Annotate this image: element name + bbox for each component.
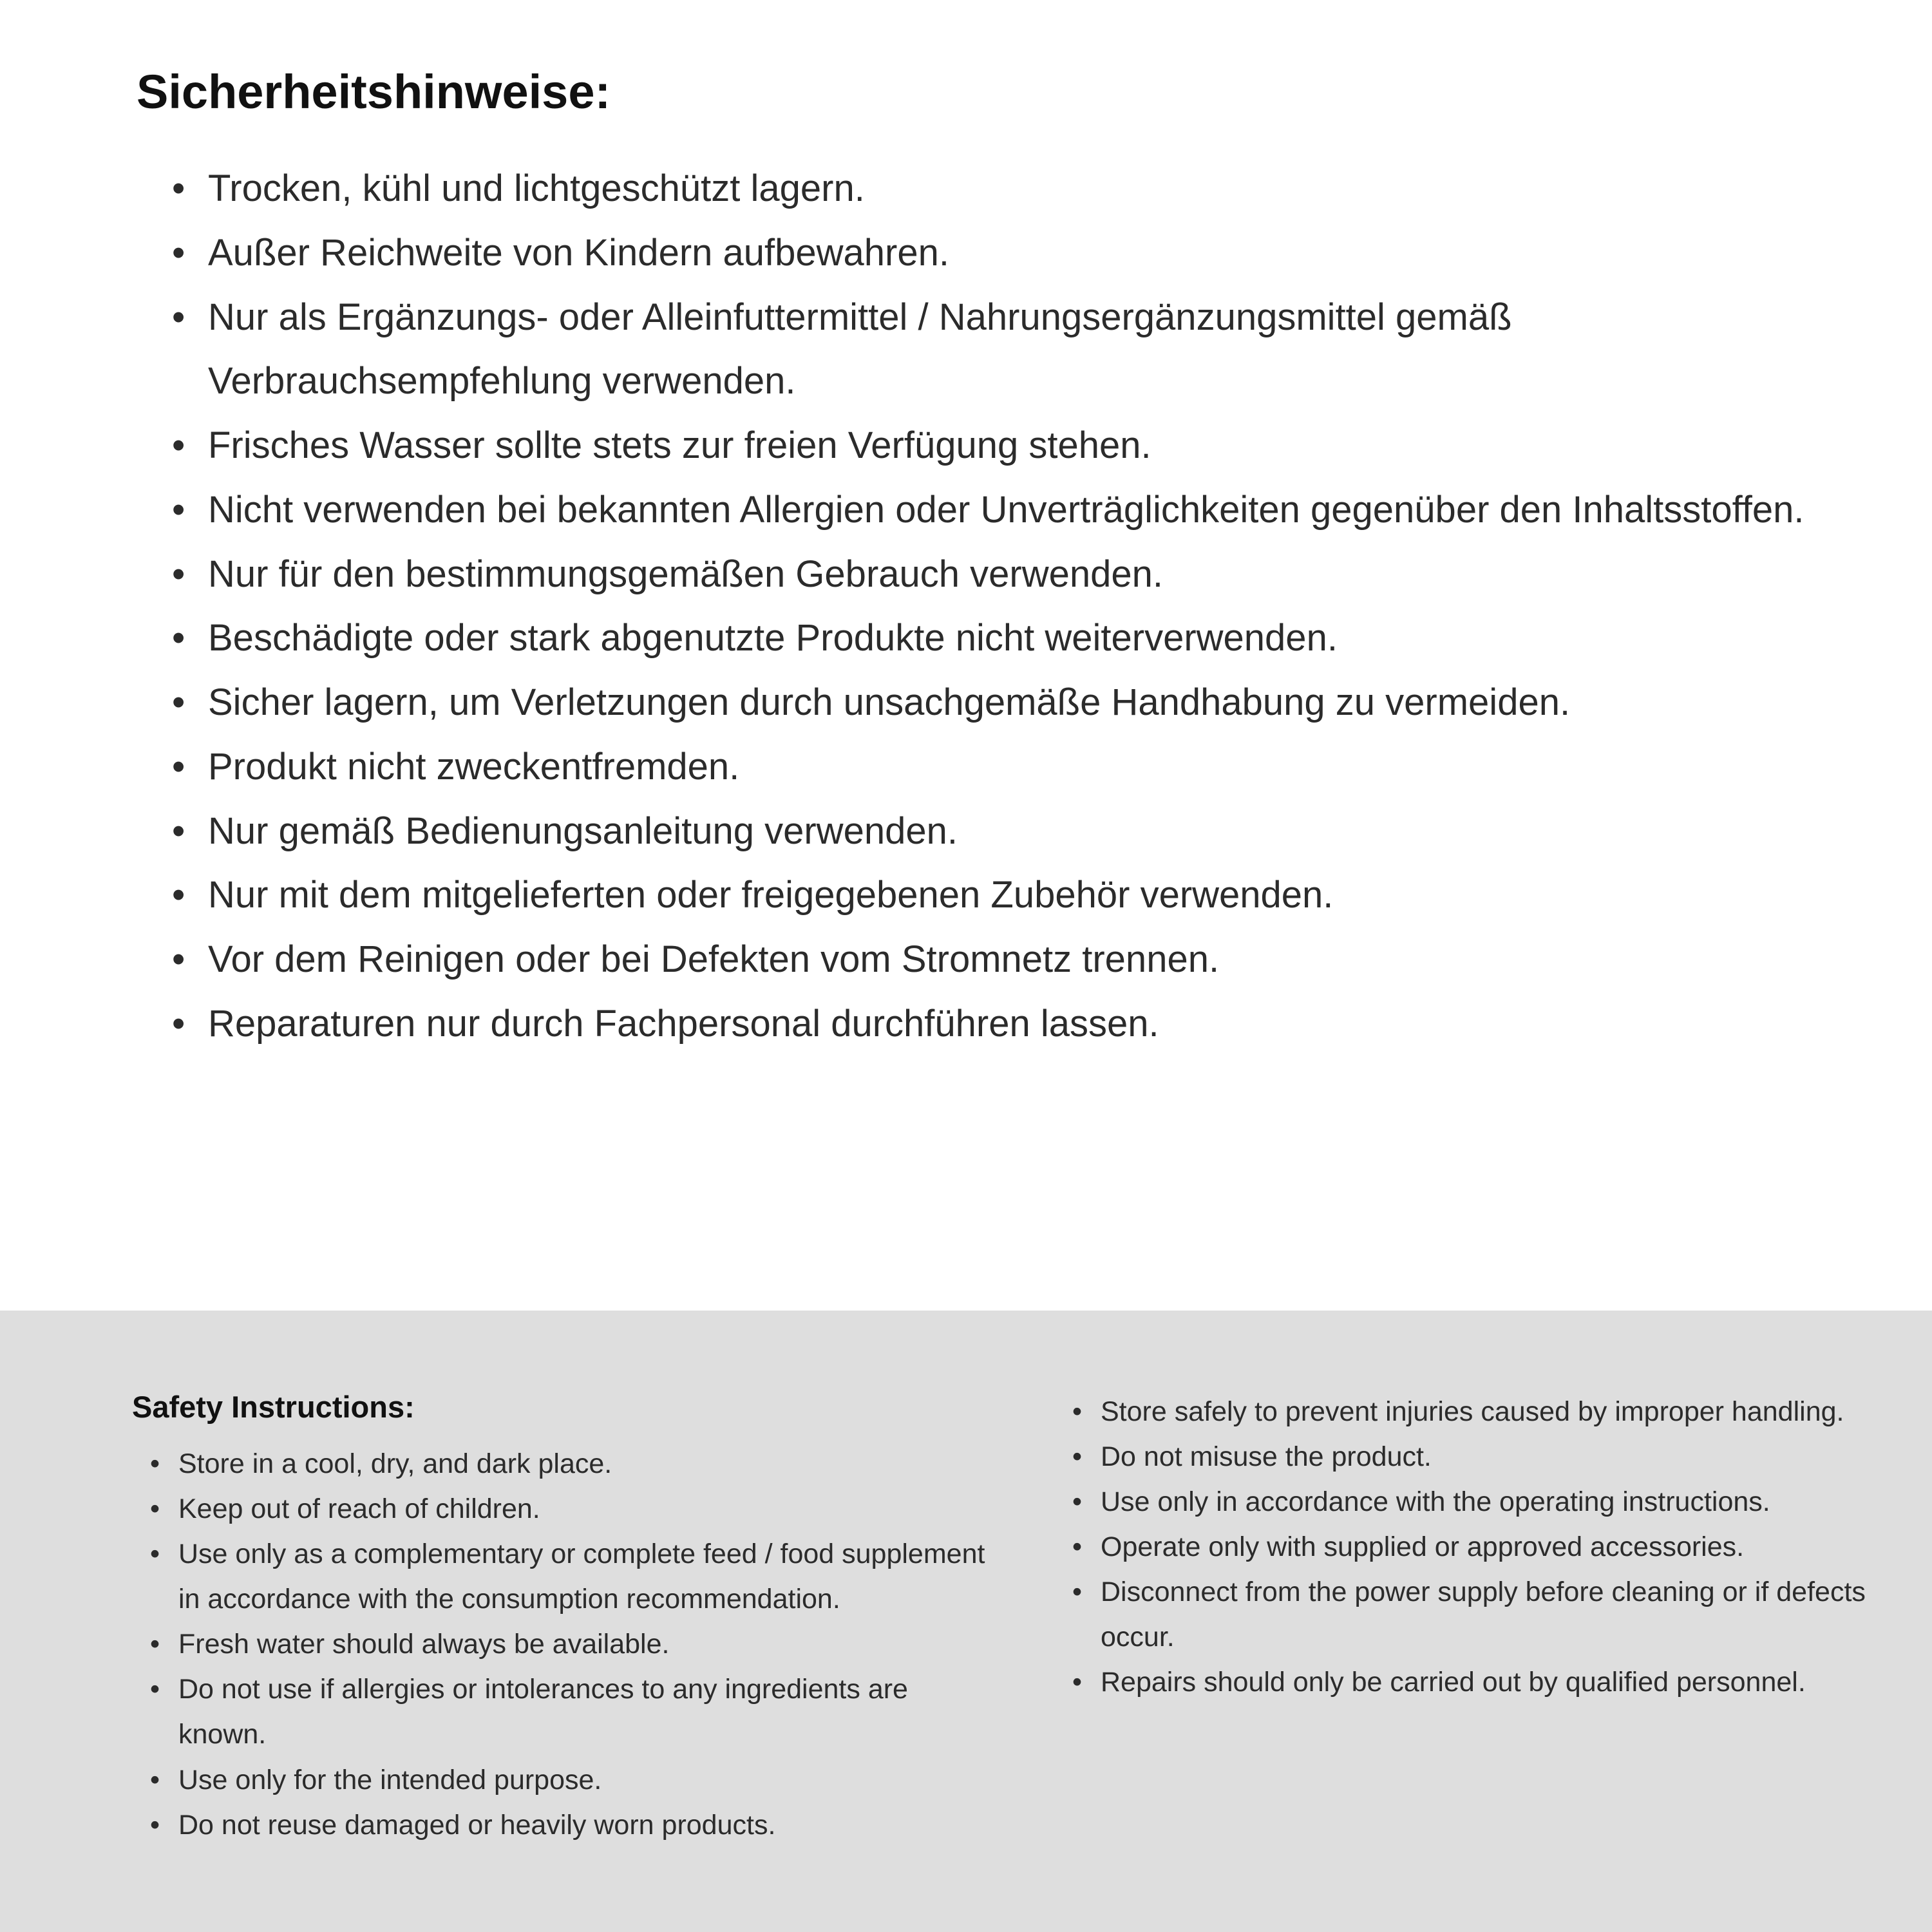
bullet-icon: • <box>150 1674 160 1705</box>
safety-item <box>172 670 1846 735</box>
safety-item-text: Frisches Wasser sollte stets zur freien Verfügung stehen. <box>208 424 1151 466</box>
safety-item <box>1072 1524 1903 1569</box>
safety-item <box>150 1486 989 1531</box>
safety-item-text: Disconnect from the power supply before cleaning or if defects occur. <box>1101 1577 1866 1653</box>
safety-item-text: Do not use if allergies or intolerances to any ingredients are known. <box>178 1674 908 1750</box>
safety-item <box>172 606 1846 670</box>
safety-item <box>150 1803 989 1848</box>
english-left-column <box>132 1389 989 1932</box>
bullet-icon: • <box>172 810 185 852</box>
safety-item <box>150 1531 989 1622</box>
bullet-icon: • <box>172 553 185 595</box>
safety-item <box>172 735 1846 799</box>
safety-item <box>172 285 1846 414</box>
safety-item <box>172 542 1846 607</box>
safety-item <box>1072 1479 1903 1524</box>
bullet-icon: • <box>150 1493 160 1525</box>
bullet-icon: • <box>172 167 185 209</box>
safety-item-text: Store in a cool, dry, and dark place. <box>178 1448 612 1479</box>
safety-item-text: Keep out of reach of children. <box>178 1493 540 1525</box>
bullet-icon: • <box>172 617 185 659</box>
bullet-icon: • <box>150 1448 160 1479</box>
safety-item-text: Use only in accordance with the operating instructions. <box>1101 1486 1770 1518</box>
safety-item-text: Reparaturen nur durch Fachpersonal durchführen lassen. <box>208 1002 1159 1045</box>
safety-item-text: Nur für den bestimmungsgemäßen Gebrauch verwenden. <box>208 553 1163 595</box>
safety-item-text: Außer Reichweite von Kindern aufbewahren. <box>208 231 949 274</box>
safety-item <box>172 992 1846 1056</box>
safety-item-text: Repairs should only be carried out by qualified personnel. <box>1101 1667 1806 1698</box>
english-safety-list-left <box>150 1441 989 1848</box>
safety-item-text: Fresh water should always be available. <box>178 1629 670 1660</box>
safety-item-text: Store safely to prevent injuries caused by improper handling. <box>1101 1396 1844 1427</box>
safety-item-text: Produkt nicht zweckentfremden. <box>208 745 740 788</box>
safety-item-text: Operate only with supplied or approved accessories. <box>1101 1531 1745 1563</box>
safety-item <box>150 1667 989 1757</box>
bullet-icon: • <box>1072 1531 1083 1563</box>
bullet-icon: • <box>1072 1441 1083 1473</box>
bullet-icon: • <box>150 1539 160 1570</box>
safety-item <box>150 1757 989 1803</box>
german-title: Sicherheitshinweise: <box>137 65 611 118</box>
safety-item <box>1072 1569 1903 1660</box>
english-section <box>0 1311 1932 1932</box>
english-title: Safety Instructions: <box>132 1390 415 1424</box>
safety-item-text: Do not reuse damaged or heavily worn products. <box>178 1809 776 1841</box>
bullet-icon: • <box>172 938 185 980</box>
safety-item <box>172 863 1846 927</box>
safety-item <box>172 156 1846 221</box>
bullet-icon: • <box>172 296 185 338</box>
bullet-icon: • <box>150 1629 160 1660</box>
safety-item <box>1072 1389 1903 1434</box>
english-safety-list-right <box>1072 1389 1903 1705</box>
safety-item-text: Sicher lagern, um Verletzungen durch unsachgemäße Handhabung zu vermeiden. <box>208 681 1571 723</box>
safety-item <box>1072 1660 1903 1705</box>
bullet-icon: • <box>150 1764 160 1795</box>
bullet-icon: • <box>172 1002 185 1045</box>
safety-item <box>150 1441 989 1486</box>
bullet-icon: • <box>172 231 185 274</box>
bullet-icon: • <box>172 424 185 466</box>
safety-item-text: Nur als Ergänzungs- oder Alleinfuttermittel / Nahrungsergänzungsmittel gemäß Verbrauchsempfehlung verwenden. <box>208 296 1512 402</box>
safety-item <box>150 1622 989 1667</box>
safety-item <box>172 927 1846 992</box>
safety-item-text: Use only as a complementary or complete feed / food supplement in accordance with the consumption recommendation. <box>178 1539 985 1615</box>
safety-item-text: Do not misuse the product. <box>1101 1441 1432 1473</box>
bullet-icon: • <box>1072 1486 1083 1518</box>
bullet-icon: • <box>150 1809 160 1841</box>
bullet-icon: • <box>1072 1396 1083 1427</box>
safety-item <box>172 413 1846 478</box>
safety-item <box>172 478 1846 542</box>
safety-item-text: Nur gemäß Bedienungsanleitung verwenden. <box>208 810 958 852</box>
bullet-icon: • <box>1072 1667 1083 1698</box>
safety-item-text: Nicht verwenden bei bekannten Allergien oder Unverträglichkeiten gegenüber den Inhaltsstoffen. <box>208 488 1804 531</box>
safety-item <box>172 799 1846 864</box>
bullet-icon: • <box>1072 1577 1083 1608</box>
safety-item-text: Beschädigte oder stark abgenutzte Produkte nicht weiterverwenden. <box>208 617 1338 659</box>
bullet-icon: • <box>172 488 185 531</box>
safety-item-text: Vor dem Reinigen oder bei Defekten vom Stromnetz trennen. <box>208 938 1220 980</box>
bullet-icon: • <box>172 681 185 723</box>
safety-item-text: Trocken, kühl und lichtgeschützt lagern. <box>208 167 865 209</box>
bullet-icon: • <box>172 874 185 916</box>
german-safety-list <box>172 156 1846 1056</box>
safety-item <box>1072 1434 1903 1479</box>
safety-item-text: Nur mit dem mitgelieferten oder freigegebenen Zubehör verwenden. <box>208 874 1334 916</box>
safety-item-text: Use only for the intended purpose. <box>178 1764 602 1795</box>
english-right-column <box>1072 1389 1903 1932</box>
bullet-icon: • <box>172 745 185 788</box>
safety-item <box>172 221 1846 285</box>
